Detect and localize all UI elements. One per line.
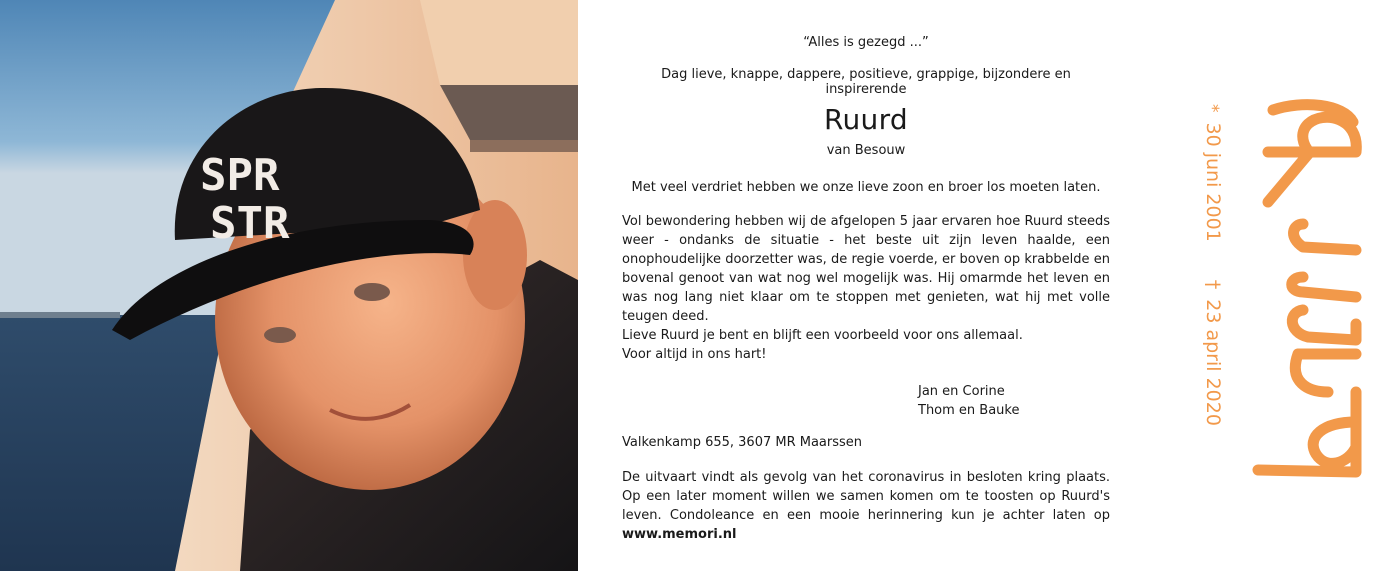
birth-date: 30 juni 2001 [1202,122,1224,242]
handwritten-name [1248,92,1378,486]
cap-text: STR [210,198,290,249]
cross-icon: † [1202,279,1224,290]
closing-line: Voor altijd in ons hart! [622,347,767,362]
handwritten-name-text: Ruurd [1248,92,1251,93]
quote: “Alles is gezegd ...” [803,35,929,50]
star-icon: * [1202,104,1222,113]
deceased-name: Ruurd [824,103,908,136]
signature-line: Jan en Corine [918,384,1005,399]
closing-line: Lieve Ruurd je bent en blijft een voorbeeld voor ons allemaal. [622,328,1023,343]
portrait-photo [0,0,578,571]
closing-paragraph [622,326,1110,364]
deceased-surname: van Besouw [826,143,906,158]
handwritten-name-graphic [1248,92,1378,482]
signature-line: Thom en Bauke [918,403,1020,418]
life-dates [1202,104,1224,504]
funeral-text: De uitvaart vindt als gevolg van het coronavirus in besloten kring plaats. Op een later moment willen we samen komen om te toosten op Ruurd's leven. Condoleance en een mooie herinnering kun je achter laten op [622,470,1110,523]
death-date: 23 april 2020 [1202,299,1224,426]
intro-text: Met veel verdriet hebben we onze lieve zoon en broer los moeten laten. [631,180,1101,195]
signature [918,382,1020,420]
cap-text: SPR [200,150,280,201]
address: Valkenkamp 655, 3607 MR Maarssen [622,435,863,450]
body-paragraph: Vol bewondering hebben wij de afgelopen 5 jaar ervaren hoe Ruurd steeds weer - ondanks de situatie - het beste uit zijn leven haalde, een onophoudelijke doorzetter was, de regie voerde, er boven op krabbelde en bovenal genoot van wat nog wel mogelijk was. Hij omarmde het leven en was nog lang niet klaar om te stoppen met genieten, wat hij met volle teugen deed. [622,214,1110,324]
website-link[interactable]: www.memori.nl [622,527,737,542]
funeral-notice [622,468,1110,544]
dedication: Dag lieve, knappe, dappere, positieve, grappige, bijzondere en inspirerende [661,67,1071,97]
